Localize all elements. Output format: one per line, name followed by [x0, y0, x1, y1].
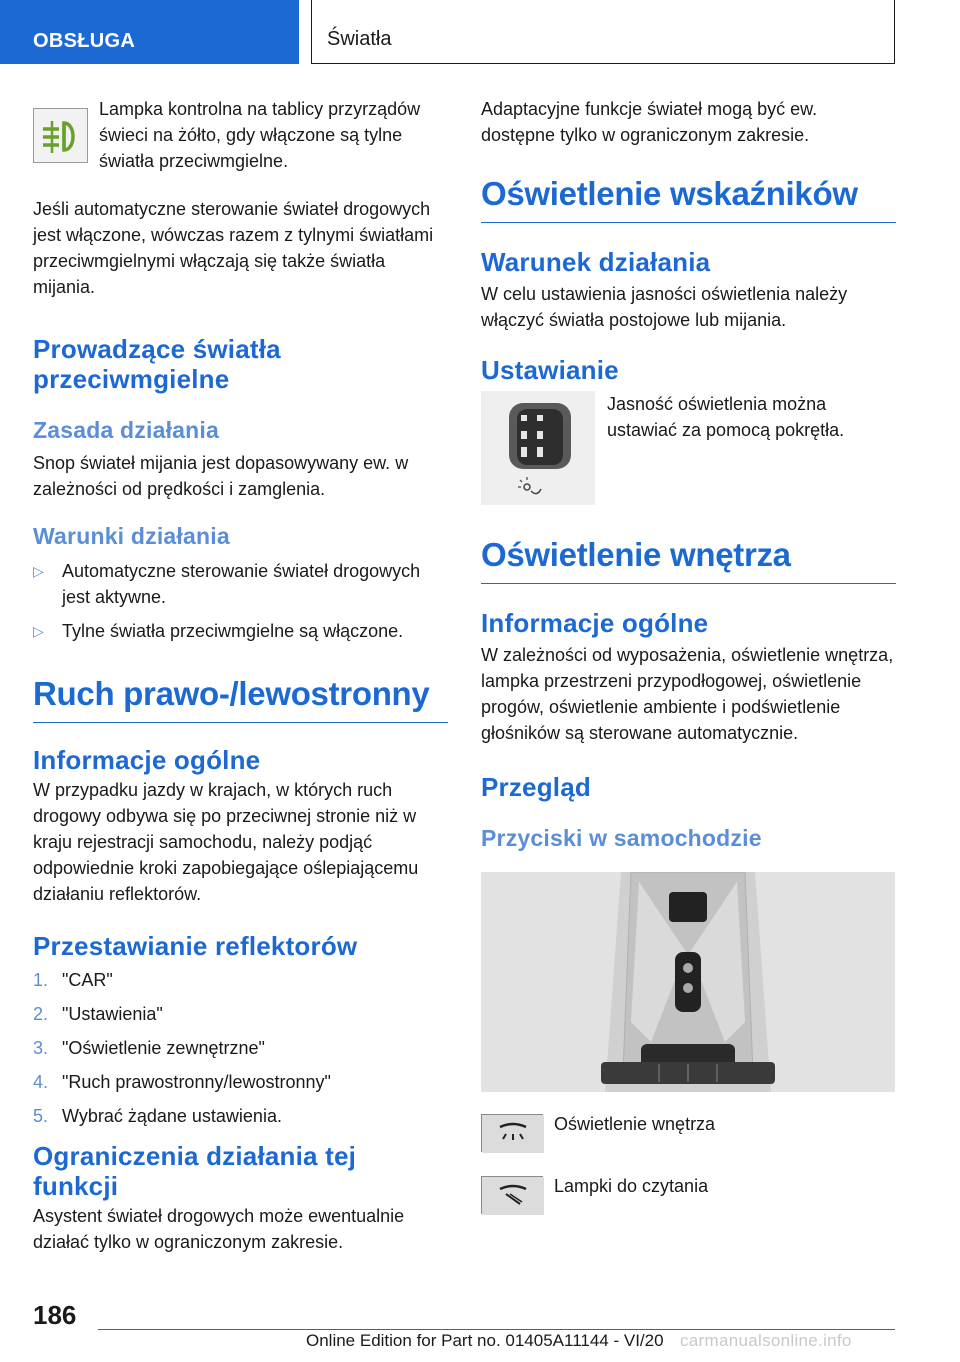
- list-item: ▷ Automatyczne sterowanie świateł drogowych jest aktywne.: [33, 558, 448, 610]
- heading-conditions: Warunki działania: [33, 523, 230, 549]
- list-item: 5. Wybrać żądane ustawienia.: [33, 1106, 282, 1126]
- chapter-title: Światła: [327, 28, 392, 50]
- footer-divider: [98, 1329, 895, 1330]
- right-column: [481, 96, 896, 1228]
- heading-limitations: Ograniczenia działania tej funkcji: [33, 1141, 357, 1201]
- heading-instrument-lighting: Oświetlenie wskaźników: [481, 174, 896, 223]
- list-item: 2. "Ustawienia": [33, 1004, 163, 1024]
- heading-headlight-adjust: Przestawianie reflektorów: [33, 931, 358, 961]
- page-number: 186: [33, 1300, 77, 1330]
- interior-light-row: [481, 1112, 896, 1166]
- condition-text: W celu ustawienia jasności oświetlenia należy włączyć światła postojowe lub mijania.: [481, 284, 848, 330]
- reading-light-row: [481, 1174, 896, 1228]
- interior-light-icon: [481, 1114, 543, 1152]
- heading-buttons-in-car: Przyciski w samochodzie: [481, 825, 762, 851]
- list-item: 3. "Oświetlenie zewnętrzne": [33, 1038, 265, 1058]
- reading-light-label: Lampki do czytania: [554, 1176, 709, 1196]
- warning-text: Lampka kontrolna na tablicy przyrządów świeci na żółto, gdy włączone są tylne światła przeciwmgielne.: [99, 99, 421, 171]
- auto-control-paragraph: Jeśli automatyczne sterowanie świateł drogowych jest włączone, wówczas razem z tylnymi światłami przeciwmgielnymi włączają się także światła mijania.: [33, 199, 434, 297]
- chapter-tab: [311, 0, 895, 64]
- heading-front-fog-lights: Prowadzące światła przeciwmgielne: [33, 334, 281, 394]
- list-item: 1. "CAR": [33, 970, 113, 990]
- heading-general-info-right: Informacje ogólne: [481, 608, 709, 638]
- warning-note: [33, 96, 448, 188]
- dimmer-row: [481, 391, 896, 531]
- general-info-text: W przypadku jazdy w krajach, w których ruch drogowy odbywa się po przeciwnej stronie niż w kraju rejestracji samochodu, należy podjąć odpowiednie kroki zapobiegające oślepiającemu działaniu reflektorów.: [33, 780, 419, 904]
- conditions-list: [33, 558, 448, 644]
- left-column: [33, 96, 448, 1255]
- principle-text: Snop świateł mijania jest dopasowywany ew. w zależności od prędkości i zamglenia.: [33, 453, 409, 499]
- interior-text: W zależności od wyposażenia, oświetlenie wnętrza, lampka przestrzeni przypodłogowej, oświetlenie progów, oświetlenie ambiente i podświetlenie głośników są sterowane automatycznie.: [481, 645, 894, 743]
- rear-fog-light-icon: [33, 108, 88, 163]
- triangle-bullet-icon: ▷: [33, 623, 44, 639]
- steps-list: [33, 967, 448, 1129]
- edition-text: Online Edition for Part no. 01405A11144 - VI/20: [306, 1331, 664, 1350]
- section-title: OBSŁUGA: [33, 30, 136, 52]
- heading-traffic-side: Ruch prawo-/lewostronny: [33, 674, 448, 723]
- section-tab: [0, 0, 299, 64]
- heading-setting: Ustawianie: [481, 355, 619, 385]
- heading-overview: Przegląd: [481, 772, 591, 802]
- watermark-text: carmanualsonline.info: [680, 1331, 852, 1350]
- light-dimmer-knob: [481, 391, 595, 505]
- heading-condition: Warunek działania: [481, 247, 711, 277]
- heading-general-info: Informacje ogólne: [33, 745, 261, 775]
- reading-light-icon: [481, 1176, 543, 1214]
- list-item: ▷ Tylne światła przeciwmgielne są włączone.: [33, 618, 448, 644]
- interior-light-label: Oświetlenie wnętrza: [554, 1114, 716, 1134]
- limitations-text: Asystent świateł drogowych może ewentualnie działać tylko w ograniczonym zakresie.: [33, 1206, 405, 1252]
- setting-text: Jasność oświetlenia można ustawiać za pomocą pokrętła.: [607, 394, 845, 440]
- adaptive-text: Adaptacyjne funkcje świateł mogą być ew. dostępne tylko w ograniczonym zakresie.: [481, 99, 818, 145]
- heading-principle: Zasada działania: [33, 417, 219, 443]
- triangle-bullet-icon: ▷: [33, 563, 44, 579]
- list-item: 4. "Ruch prawostronny/lewostronny": [33, 1072, 331, 1092]
- roof-console-photo: [481, 872, 895, 1092]
- heading-interior-lighting: Oświetlenie wnętrza: [481, 535, 896, 584]
